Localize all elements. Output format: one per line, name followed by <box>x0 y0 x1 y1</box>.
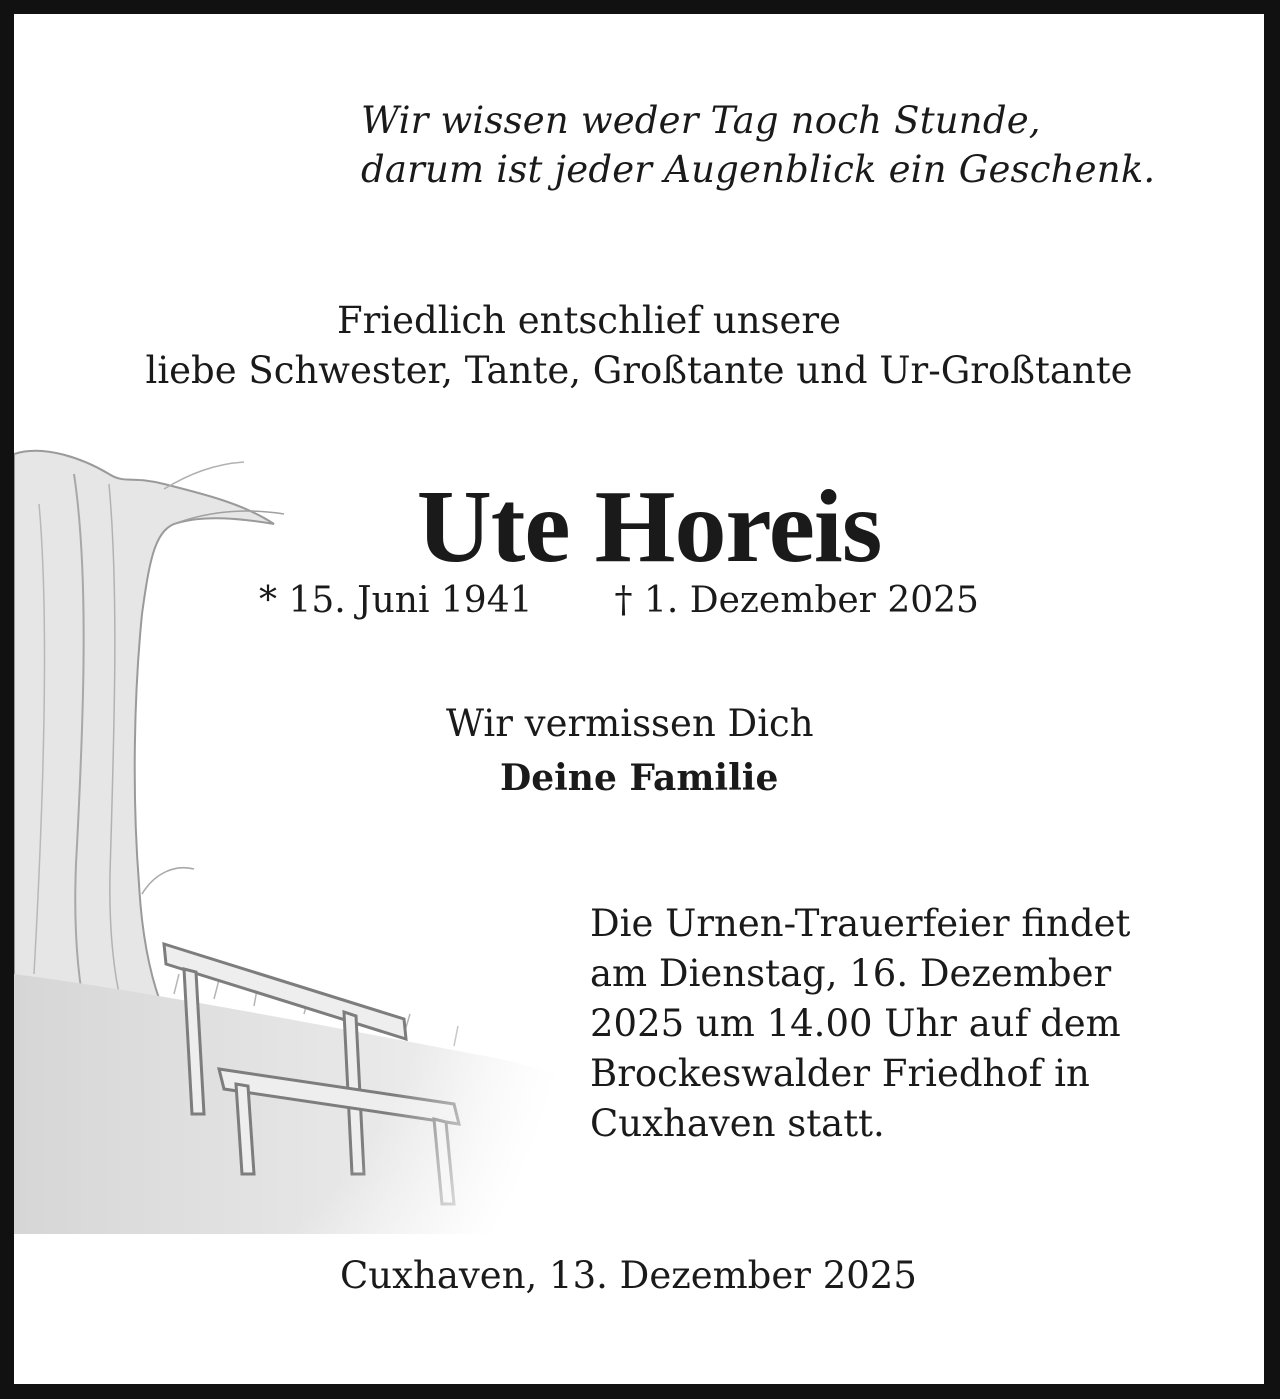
ceremony-line: 2025 um 14.00 Uhr auf dem <box>590 1002 1121 1045</box>
death-date: † 1. Dezember 2025 <box>614 580 979 621</box>
deceased-name-text: Ute Horeis <box>416 469 882 584</box>
intro-text <box>14 296 1264 396</box>
family-signature: Deine Familie <box>500 757 779 799</box>
motto-quote <box>361 96 1155 194</box>
ceremony-info <box>590 899 1130 1149</box>
ceremony-line: am Dienstag, 16. Dezember <box>590 952 1112 995</box>
obituary-notice <box>14 14 1264 1384</box>
place-and-date: Cuxhaven, 13. Dezember 2025 <box>340 1254 917 1297</box>
intro-line-1: Friedlich entschlief unsere <box>336 299 842 342</box>
birth-date: * 15. Juni 1941 <box>259 580 533 621</box>
farewell-line: Wir vermissen Dich <box>446 702 814 745</box>
motto-line-1: Wir wissen weder Tag noch Stunde, <box>361 99 1041 142</box>
motto-line-2: darum ist jeder Augenblick ein Geschenk. <box>361 148 1156 191</box>
ceremony-line: Brockeswalder Friedhof in <box>590 1052 1090 1095</box>
deceased-name <box>14 467 1264 587</box>
intro-line-2: liebe Schwester, Tante, Großtante und Ur-Großtante <box>145 349 1133 392</box>
ceremony-line: Die Urnen-Trauerfeier findet <box>590 902 1131 945</box>
life-dates <box>259 577 979 625</box>
ceremony-line: Cuxhaven statt. <box>590 1102 885 1145</box>
